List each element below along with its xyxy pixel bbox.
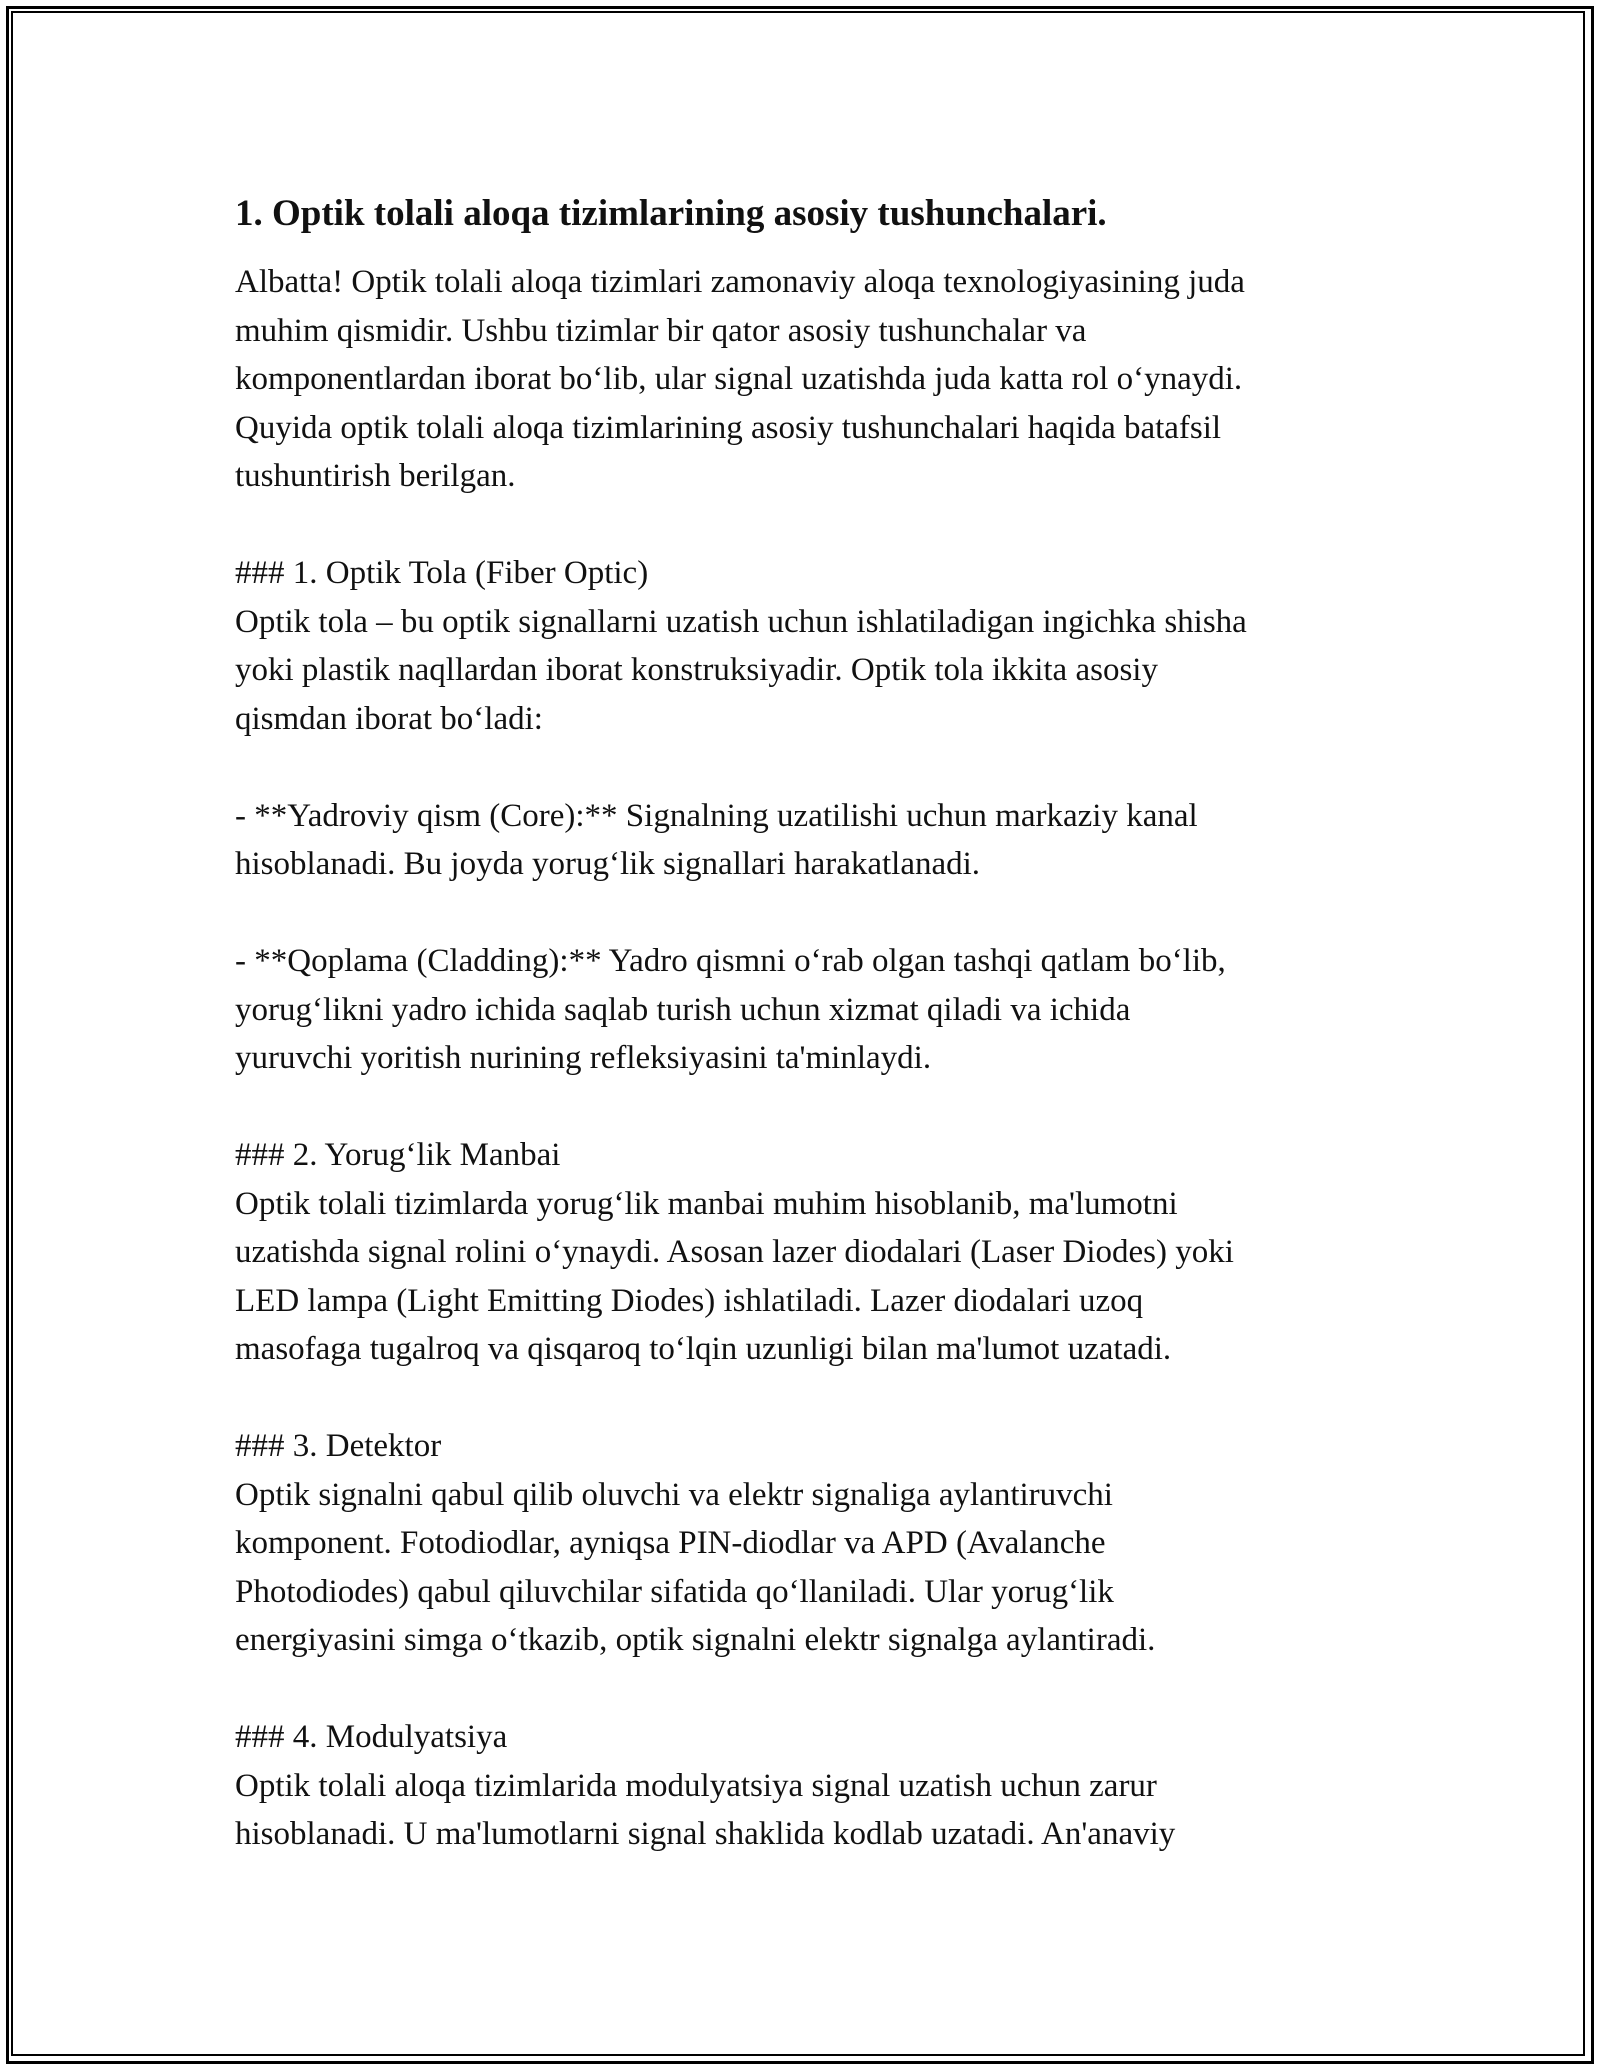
text-line: LED lampa (Light Emitting Diodes) ishlatiladi. Lazer diodalari uzoq — [235, 1282, 1144, 1319]
document-title: 1. Optik tolali aloqa tizimlarining asosiy tushunchalari. — [235, 193, 1107, 234]
blank-line — [235, 501, 1385, 550]
section-heading: ### 2. Yorug‘lik Manbai — [235, 1137, 561, 1173]
blank-line — [235, 743, 1385, 792]
text-line: tushuntirish berilgan. — [235, 458, 516, 494]
text-line: yuruvchi yoritish nurining refleksiyasini ta'minlaydi. — [235, 1040, 932, 1076]
section-3 — [235, 1422, 1385, 1665]
section-2 — [235, 1131, 1385, 1374]
text-line: - **Qoplama (Cladding):** Yadro qismni o‘rab olgan tashqi qatlam bo‘lib, — [235, 943, 1226, 979]
text-line: Optik tolali tizimlarda yorug‘lik manbai muhim hisoblanib, ma'lumotni — [235, 1185, 1178, 1222]
text-line: Quyida optik tolali aloqa tizimlarining asosiy tushunchalari haqida batafsil — [235, 409, 1222, 446]
intro-paragraph — [235, 258, 1385, 501]
text-line: uzatishda signal rolini o‘ynaydi. Asosan lazer diodalari (Laser Diodes) yoki — [235, 1234, 1234, 1270]
document-body — [235, 186, 1385, 1859]
cladding-item — [235, 937, 1385, 1083]
text-line: Albatta! Optik tolali aloqa tizimlari zamonaviy aloqa texnologiyasining juda — [235, 264, 1245, 300]
text-line: yorug‘likni yadro ichida saqlab turish uchun xizmat qiladi va ichida — [235, 991, 1131, 1028]
text-line: - **Yadroviy qism (Core):** Signalning uzatilishi uchun markaziy kanal — [235, 797, 1198, 834]
text-line: hisoblanadi. U ma'lumotlarni signal shaklida kodlab uzatadi. An'anaviy — [235, 1816, 1176, 1852]
text-line: Optik tola – bu optik signallarni uzatish uchun ishlatiladigan ingichka shisha — [235, 603, 1247, 640]
text-line: yoki plastik naqllardan iborat konstruksiyadir. Optik tola ikkita asosiy — [235, 652, 1158, 688]
text-line: Optik signalni qabul qilib oluvchi va elektr signaliga aylantiruvchi — [235, 1476, 1113, 1513]
text-line: komponentlardan iborat bo‘lib, ular signal uzatishda juda katta rol o‘ynaydi. — [235, 361, 1243, 397]
core-item — [235, 792, 1385, 889]
section-heading: ### 1. Optik Tola (Fiber Optic) — [235, 555, 649, 591]
text-line: komponent. Fotodiodlar, ayniqsa PIN-diodlar va APD (Avalanche — [235, 1525, 1106, 1561]
text-line: qismdan iborat bo‘ladi: — [235, 700, 543, 737]
text-line: energiyasini simga o‘tkazib, optik signalni elektr signalga aylantiradi. — [235, 1622, 1156, 1658]
text-line: hisoblanadi. Bu joyda yorug‘lik signallari harakatlanadi. — [235, 846, 981, 882]
blank-line — [235, 1665, 1385, 1714]
text-line: masofaga tugalroq va qisqaroq to‘lqin uzunligi bilan ma'lumot uzatadi. — [235, 1331, 1172, 1367]
blank-line — [235, 1374, 1385, 1423]
section-heading: ### 3. Detektor — [235, 1428, 442, 1464]
blank-line — [235, 1083, 1385, 1132]
text-line: Photodiodes) qabul qiluvchilar sifatida qo‘llaniladi. Ular yorug‘lik — [235, 1573, 1114, 1610]
text-line: muhim qismidir. Ushbu tizimlar bir qator asosiy tushunchalar va — [235, 312, 1087, 349]
section-4 — [235, 1713, 1385, 1859]
section-1 — [235, 549, 1385, 743]
text-line: Optik tolali aloqa tizimlarida modulyatsiya signal uzatish uchun zarur — [235, 1767, 1157, 1804]
blank-line — [235, 889, 1385, 938]
section-heading: ### 4. Modulyatsiya — [235, 1719, 508, 1755]
